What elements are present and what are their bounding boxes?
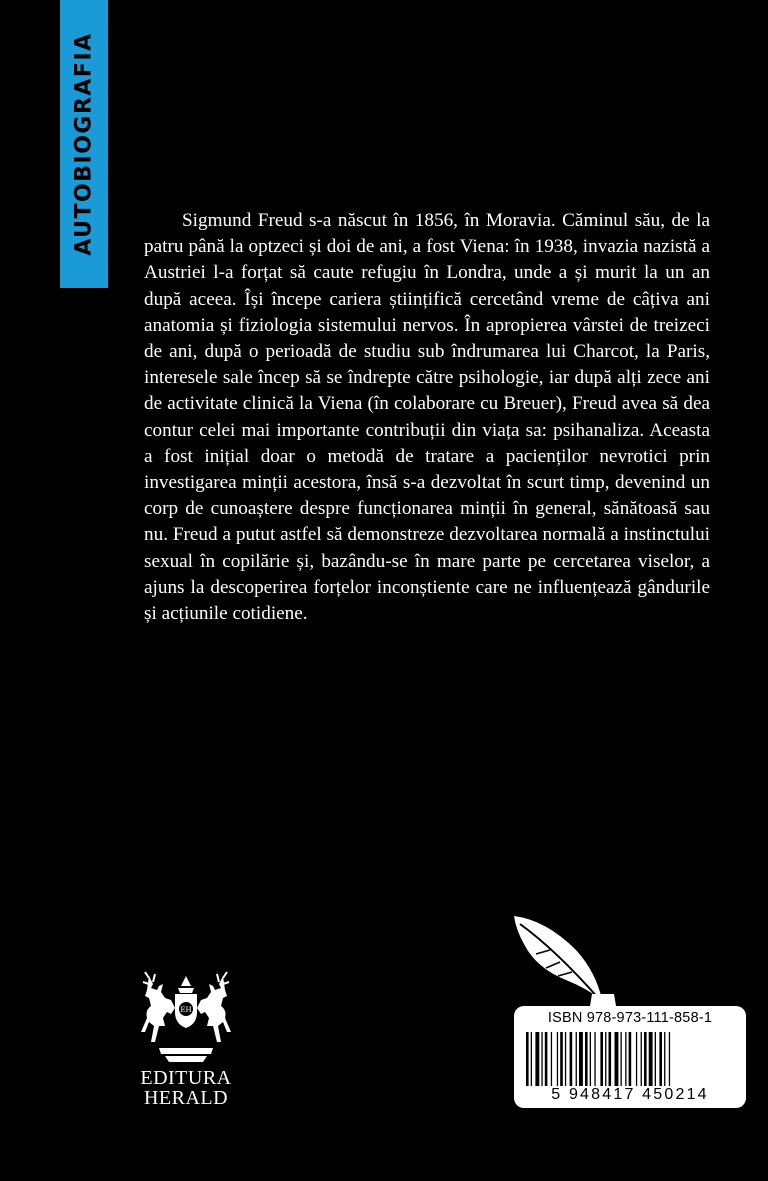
barcode-bar xyxy=(570,1032,573,1086)
barcode-bar xyxy=(590,1032,591,1086)
barcode-bar xyxy=(615,1032,619,1086)
barcode-bar xyxy=(629,1032,632,1086)
barcode-bar xyxy=(594,1032,595,1086)
publisher-logo xyxy=(134,970,238,1108)
quill-inkwell-icon xyxy=(506,910,636,1020)
barcode-bar xyxy=(526,1032,529,1086)
publisher-name-line2: HERALD xyxy=(143,1087,229,1109)
isbn-number: ISBN 978-973-111-858-1 xyxy=(547,1010,713,1026)
genre-tab xyxy=(60,0,108,288)
barcode-bar xyxy=(659,1032,662,1086)
barcode-bar xyxy=(535,1032,539,1086)
barcode-bar xyxy=(579,1032,583,1086)
barcode-bar xyxy=(625,1032,626,1086)
barcode-bar xyxy=(576,1032,577,1086)
barcode-bar xyxy=(557,1032,558,1086)
genre-label: AUTOBIOGRAFIA xyxy=(71,32,97,256)
barcode-bar xyxy=(545,1032,548,1086)
svg-text:EH: EH xyxy=(180,1006,192,1014)
barcode-bar xyxy=(541,1032,542,1086)
back-cover-blurb xyxy=(144,208,710,627)
barcode-bar xyxy=(649,1032,653,1086)
publisher-name-line1: EDITURA xyxy=(140,1067,232,1089)
barcode-bar xyxy=(609,1032,612,1086)
barcode-bar xyxy=(600,1032,603,1086)
barcode-digits: 5 948417 450214 xyxy=(551,1086,709,1103)
barcode-bar xyxy=(655,1032,656,1086)
barcode-bar xyxy=(565,1032,566,1086)
barcode-bar xyxy=(585,1032,588,1086)
barcode-bar xyxy=(669,1032,670,1086)
twin-deer-crest-icon xyxy=(141,970,231,1066)
barcode-bar xyxy=(551,1032,552,1086)
isbn-block xyxy=(506,910,746,1120)
barcode-bar xyxy=(644,1032,647,1086)
barcode-bar xyxy=(531,1032,532,1086)
barcode-bar xyxy=(621,1032,622,1086)
barcode-bar xyxy=(664,1032,665,1086)
barcode-bars xyxy=(526,1032,734,1086)
blurb-paragraph: Sigmund Freud s-a născut în 1856, în Moravia. Căminul său, de la patru până la optzeci și doi de ani, a fost Viena: în 1938, invazia nazistă a Austriei l-a forțat să caute refugiu în Londra, unde a și murit la un an după aceea. Își începe cariera științifică cercetând vreme de câțiva ani anatomia și fiziologia sistemului nervos. În apropierea vârstei de treizeci de ani, după o perioadă de studiu sub îndrumarea lui Charcot, la Paris, interesele sale încep să se îndrepte către psihologie, iar după alți zece ani de activitate clinică la Viena (în colaborare cu Breuer), Freud avea să dea contur celei mai importante contribuții din viața sa: psihanaliza. Aceasta a fost inițial doar o metodă de tratare a pacienților nevrotici prin investigarea minții acestora, însă s-a dezvoltat în scurt timp, devenind un corp de cunoaștere despre funcționarea minții în general, sănătoasă sau nu. Freud a putut astfel să demonstreze dezvoltarea normală a instinctului sexual în copilărie și, bazându-se în mare parte pe cercetarea viselor, a ajuns la descoperirea forțelor inconștiente care ne influențează gândurile și acțiunile cotidiene. xyxy=(144,210,710,625)
barcode-bar xyxy=(641,1032,642,1086)
barcode-bar xyxy=(560,1032,563,1086)
barcode-bar xyxy=(636,1032,637,1086)
barcode-bar xyxy=(605,1032,606,1086)
